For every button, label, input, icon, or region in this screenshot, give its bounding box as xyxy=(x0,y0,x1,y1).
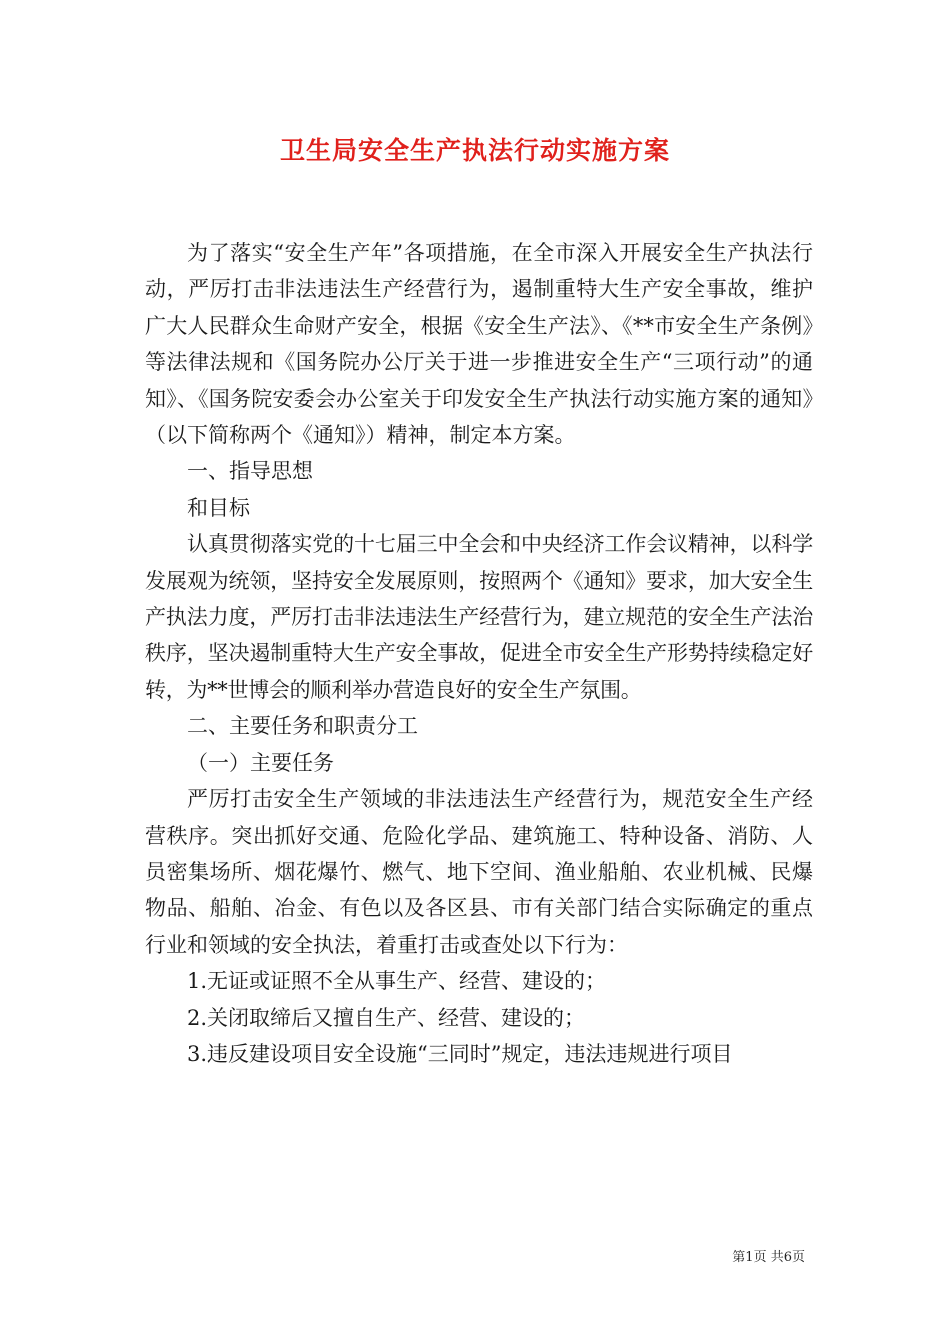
footer-prefix: 第 xyxy=(732,1250,746,1265)
list-item-2: 2.关闭取缔后又擅自生产、经营、建设的； xyxy=(187,1005,586,1030)
footer-suffix: 页 xyxy=(791,1250,805,1265)
footer-total-pages: 6 xyxy=(783,1250,792,1265)
page-number-footer xyxy=(732,1248,805,1268)
subheading-main-tasks: （一）主要任务 xyxy=(187,750,334,775)
paragraph-intro: 为了落实“安全生产年”各项措施，在全市深入开展安全生产执法行动，严厉打击非法违法生产经营行为，遏制重特大生产安全事故，维护广大人民群众生命财产安全，根据《安全生产法》、《**市安全生产条例》等法律法规和《国务院办公厅关于进一步推进安全生产“三项行动”的通知》、《国务院安委会办公室关于印发安全生产执法行动实施方案的通知》（以下简称两个《通知》）精神，制定本方案。 xyxy=(145,241,813,448)
footer-current-page: 1 xyxy=(745,1250,754,1265)
footer-middle: 页 共 xyxy=(753,1250,784,1265)
document-body xyxy=(145,235,813,1072)
heading-and-goals: 和目标 xyxy=(187,495,250,520)
paragraph-main-tasks: 严厉打击安全生产领域的非法违法生产经营行为，规范安全生产经营秩序。突出抓好交通、危险化学品、建筑施工、特种设备、消防、人员密集场所、烟花爆竹、燃气、地下空间、渔业船舶、农业机械、民爆物品、船舶、冶金、有色以及各区县、市有关部门结合实际确定的重点行业和领域的安全执法，着重打击或查处以下行为： xyxy=(145,787,813,957)
list-item-3: 3.违反建设项目安全设施“三同时”规定，违法违规进行项目 xyxy=(187,1041,733,1066)
list-item-1: 1.无证或证照不全从事生产、经营、建设的； xyxy=(187,969,607,994)
paragraph-guiding-thought: 认真贯彻落实党的十七届三中全会和中央经济工作会议精神，以科学发展观为统领，坚持安全发展原则，按照两个《通知》要求，加大安全生产执法力度，严厉打击非法违法生产经营行为，建立规范的安全生产法治秩序，坚决遏制重特大生产安全事故，促进全市安全生产形势持续稳定好转，为**世博会的顺利举办营造良好的安全生产氛围。 xyxy=(145,532,813,702)
heading-guiding-thought: 一、指导思想 xyxy=(187,459,313,484)
document-title: 卫生局安全生产执法行动实施方案 xyxy=(279,136,670,165)
heading-main-tasks: 二、主要任务和职责分工 xyxy=(187,714,418,739)
